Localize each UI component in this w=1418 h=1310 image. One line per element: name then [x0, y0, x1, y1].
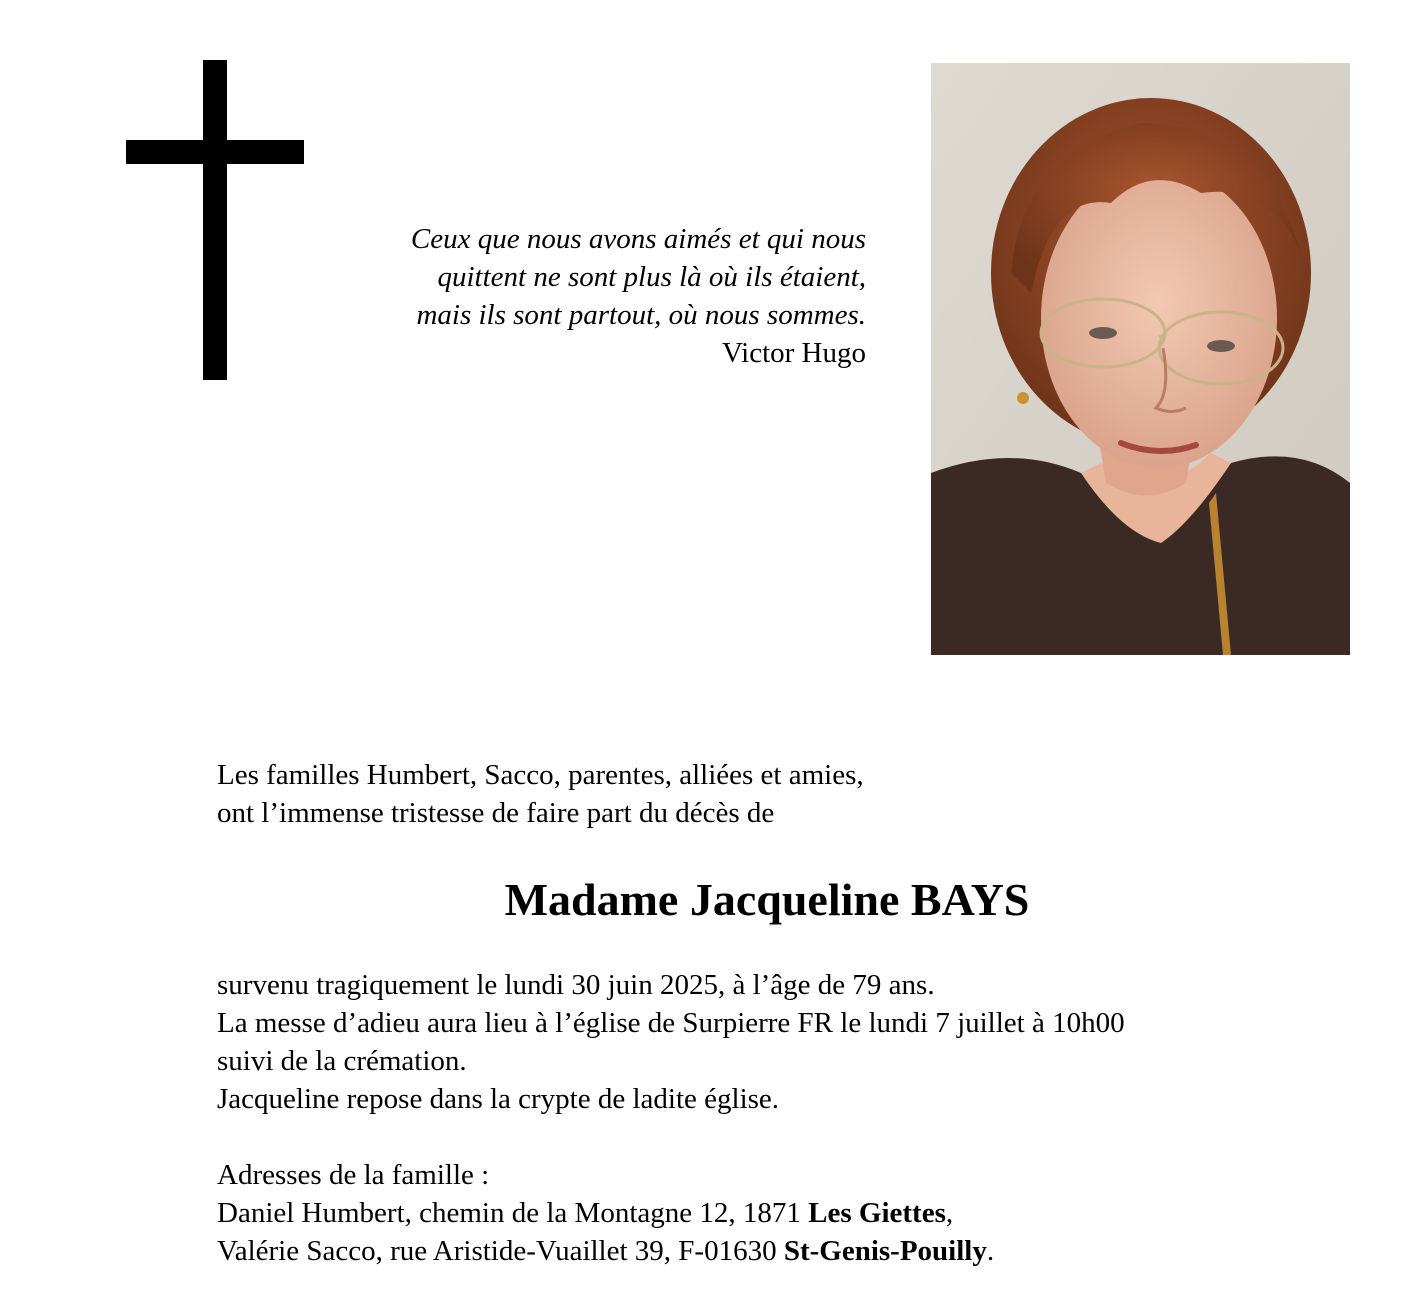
- addresses-heading: Adresses de la famille :: [217, 1159, 490, 1191]
- intro-line: ont l’immense tristesse de faire part du décès de: [217, 797, 775, 829]
- quote-block: [306, 220, 866, 372]
- address-line: [217, 1194, 994, 1232]
- address-place: St-Genis-Pouilly: [783, 1235, 987, 1267]
- address-text: Valérie Sacco, rue Aristide-Vuaillet 39, F-01630: [217, 1235, 784, 1267]
- address-place: Les Giettes: [808, 1197, 946, 1229]
- quote-line: Ceux que nous avons aimés et qui nous: [410, 223, 866, 255]
- quote-author: Victor Hugo: [721, 337, 866, 369]
- details-line: suivi de la crémation.: [217, 1045, 467, 1077]
- details-text: [217, 966, 1125, 1118]
- details-line: La messe d’adieu aura lieu à l’église de Surpierre FR le lundi 7 juillet à 10h00: [217, 1007, 1125, 1039]
- address-line: [217, 1232, 994, 1270]
- deceased-name: Madame Jacqueline BAYS: [504, 874, 1030, 925]
- intro-line: Les familles Humbert, Sacco, parentes, alliées et amies,: [217, 759, 864, 791]
- quote-line: mais ils sont partout, où nous sommes.: [416, 299, 866, 331]
- details-line: Jacqueline repose dans la crypte de ladite église.: [217, 1083, 780, 1115]
- cross-icon: [126, 60, 304, 380]
- address-text: Daniel Humbert, chemin de la Montagne 12, 1871: [217, 1197, 809, 1229]
- quote-line: quittent ne sont plus là où ils étaient,: [437, 261, 866, 293]
- address-punct: .: [986, 1235, 995, 1267]
- details-line: survenu tragiquement le lundi 30 juin 2025, à l’âge de 79 ans.: [217, 969, 935, 1001]
- intro-text: [217, 756, 864, 832]
- family-addresses: [217, 1156, 994, 1270]
- address-punct: ,: [945, 1197, 954, 1229]
- portrait-photo: [931, 63, 1350, 655]
